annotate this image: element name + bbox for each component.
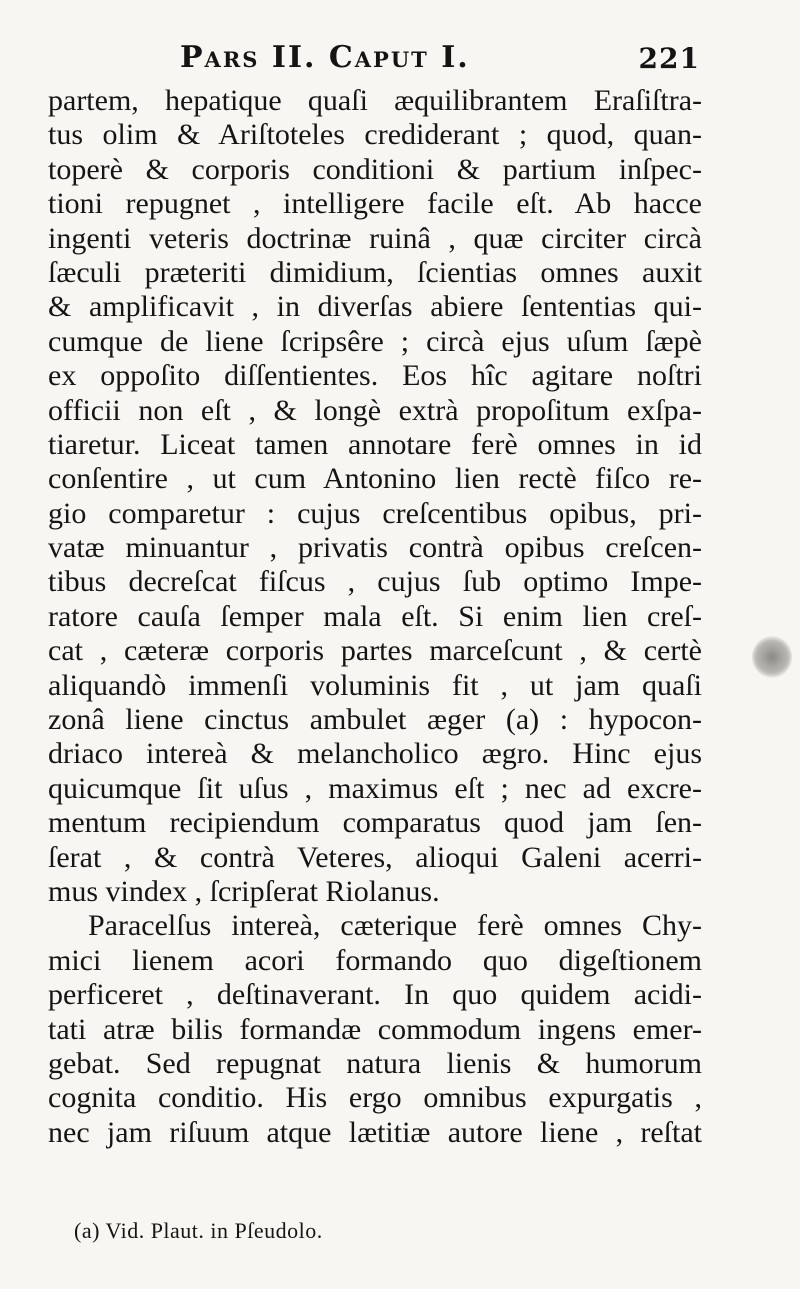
text-line: ingenti veteris doctrinæ ruinâ , quæ circiter circà bbox=[48, 221, 702, 255]
text-line: toperè & corporis conditioni & partium inſpec- bbox=[48, 152, 702, 186]
text-line: cat , cæteræ corporis partes marceſcunt , & certè bbox=[48, 634, 702, 668]
page-number: 221 bbox=[638, 42, 700, 75]
text-line: ex oppoſito diſſentientes. Eos hîc agitare noſtri bbox=[48, 359, 702, 393]
text-line: tibus decreſcat fiſcus , cujus ſub optimo Impe- bbox=[48, 565, 702, 599]
text-line: tus olim & Ariſtoteles crediderant ; quod, quan- bbox=[48, 118, 702, 152]
text-line: quicumque ſit uſus , maximus eſt ; nec ad excre- bbox=[48, 771, 702, 805]
text-line: officii non eſt , & longè extrà propoſitum exſpa- bbox=[48, 393, 702, 427]
text-line: cognita conditio. His ergo omnibus expurgatis , bbox=[48, 1081, 702, 1115]
footnote: (a) Vid. Plaut. in Pſeudolo. bbox=[74, 1218, 323, 1243]
text-line: tioni repugnet , intelligere facile eſt. Ab hacce bbox=[48, 187, 702, 221]
paper-hole-mark bbox=[752, 636, 792, 678]
text-line: ſerat , & contrà Veteres, alioqui Galeni acerri- bbox=[48, 840, 702, 874]
text-line: ſæculi præteriti dimidium, ſcientias omnes auxit bbox=[48, 255, 702, 289]
text-line: gebat. Sed repugnat natura lienis & humorum bbox=[48, 1046, 702, 1080]
text-line: mentum recipiendum comparatus quod jam ſen- bbox=[48, 806, 702, 840]
text-line: conſentire , ut cum Antonino lien rectè fiſco re- bbox=[48, 462, 702, 496]
text-line: vatæ minuantur , privatis contrà opibus creſcen- bbox=[48, 531, 702, 565]
paragraph-start-line: Paracelſus intereà, cæterique ferè omnes Chy- bbox=[88, 909, 702, 943]
text-line: tiaretur. Liceat tamen annotare ferè omnes in id bbox=[48, 427, 702, 461]
text-line: partem, hepatique quaſi æquilibrantem Eraſiſtra- bbox=[48, 84, 702, 117]
main-text-block bbox=[48, 84, 702, 1150]
text-line: ratore cauſa ſemper mala eſt. Si enim lien creſ- bbox=[48, 599, 702, 633]
text-line: driaco intereà & melancholico ægro. Hinc ejus bbox=[48, 737, 702, 771]
text-line: perficeret , deſtinaverant. In quo quidem acidi- bbox=[48, 978, 702, 1012]
text-line: mici lienem acori formando quo digeſtionem bbox=[48, 943, 702, 977]
text-line-italic-mixed: zonâ liene cinctus ambulet æger (a) : hypocon- bbox=[48, 703, 702, 737]
paragraph-end-line: mus vindex , ſcripſerat Riolanus. bbox=[48, 874, 440, 908]
running-header bbox=[180, 40, 700, 80]
text-line: cumque de liene ſcripsêre ; circà ejus uſum ſæpè bbox=[48, 324, 702, 358]
text-line: & amplificavit , in diverſas abiere ſententias qui- bbox=[48, 290, 702, 324]
text-line-italic-mixed: aliquandò immenſi voluminis fit , ut jam quaſi bbox=[48, 668, 702, 702]
text-line: tati atræ bilis formandæ commodum ingens emer- bbox=[48, 1012, 702, 1046]
text-line: gio comparetur : cujus creſcentibus opibus, pri- bbox=[48, 496, 702, 530]
running-title: Pars II. Caput I. bbox=[180, 40, 470, 75]
text-line: nec jam riſuum atque lætitiæ autore liene , reſtat bbox=[48, 1115, 702, 1149]
